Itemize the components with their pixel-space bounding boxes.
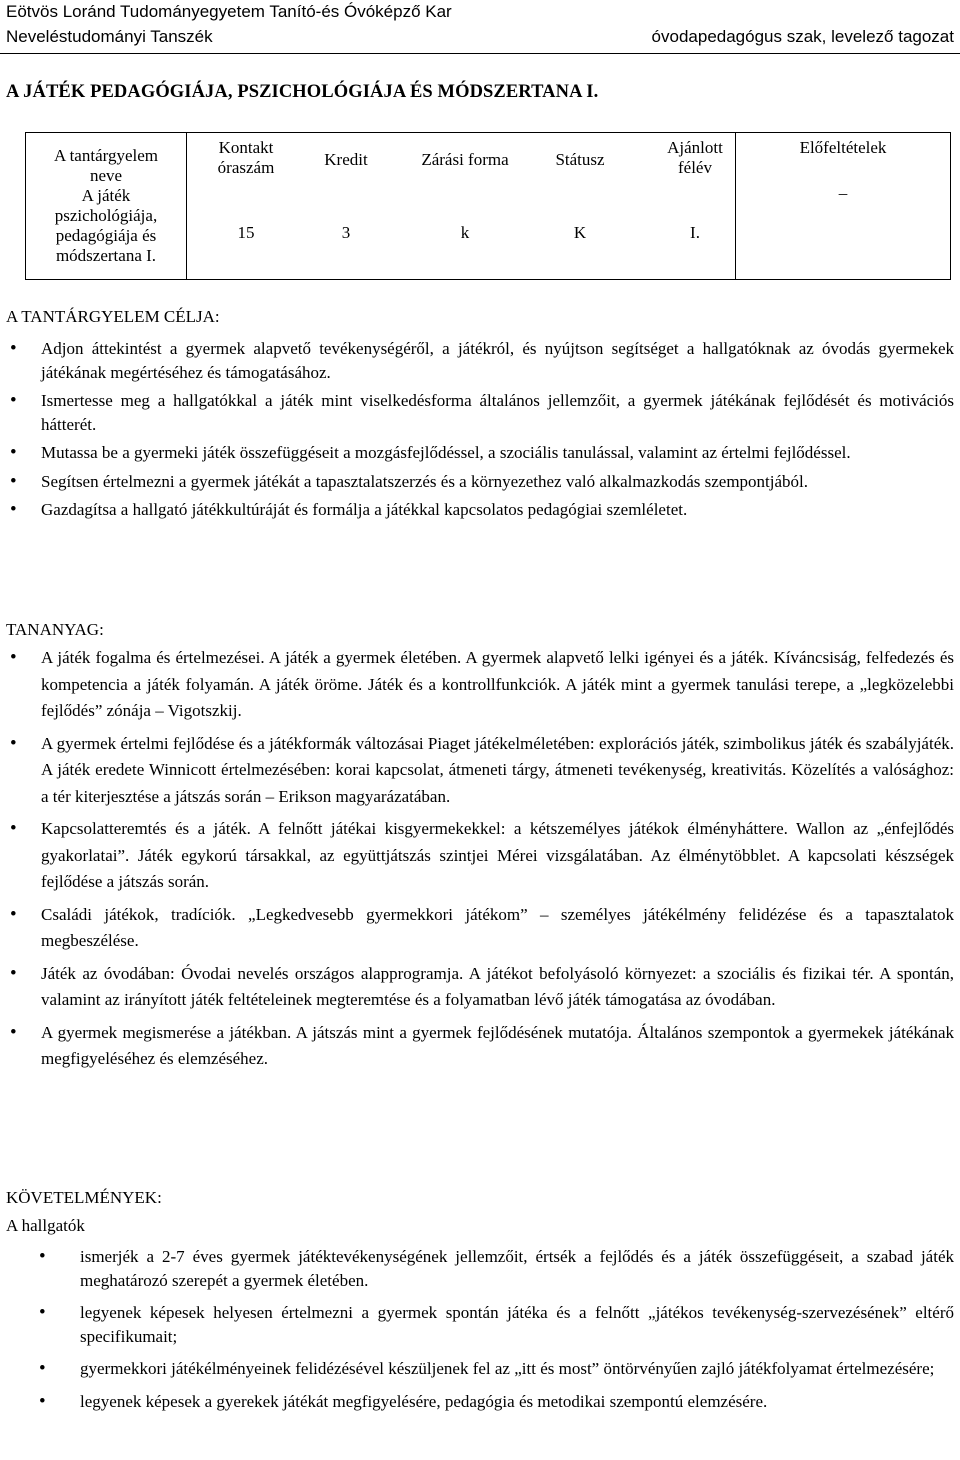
semester-header: Ajánlott félév bbox=[667, 138, 723, 177]
requirement-item: • gyermekkori játékélményeinek felidézésével készüljenek fel az „itt és most” öntörvényűen zajló játékfolyamat értelmezésére; bbox=[80, 1357, 954, 1381]
requirements-intro: A hallgatók bbox=[6, 1216, 85, 1235]
header-line-2 bbox=[6, 27, 954, 47]
aim-item: • Adjon áttekintést a gyermek alapvető tevékenységéről, a játékról, és nyújtson segítséget a hallgatóknak az óvodás gyermekek játékának megértéséhez és támogatásához. bbox=[41, 337, 954, 384]
header-department: Neveléstudományi Tanszék bbox=[6, 27, 213, 46]
syllabus-item: • A gyermek értelmi fejlődése és a játékformák változásai Piaget játékelméletében: explorációs játék, szimbolikus játék és szabályjáték. A játék eredete Winnicott értelmezésében: korai kapcsolat, átmeneti tárgy, átmeneti tevékenység, kreativitás. Közelítés a valósághoz: a tér kiterjesztése a játszás során – Erikson magyarázatában. bbox=[41, 731, 954, 811]
header-rule bbox=[0, 53, 960, 54]
aim-item: • Gazdagítsa a hallgató játékkultúráját és formálja a játékkal kapcsolatos pedagógiai szemléletet. bbox=[41, 498, 954, 522]
aim-item: • Mutassa be a gyermeki játék összefüggéseit a mozgásfejlődéssel, a szociális tanulással, valamint az értelmi fejlődéssel. bbox=[41, 441, 954, 465]
course-attributes-cell bbox=[187, 133, 736, 280]
course-table bbox=[25, 132, 951, 280]
requirement-item: • legyenek képesek helyesen értelmezni a gyermek spontán játéka és a felnőtt „játékos tevékenység-szervezésének” eltérő specifikumait; bbox=[80, 1301, 954, 1348]
semester-value: I. bbox=[690, 223, 700, 242]
requirement-item: • ismerjék a 2-7 éves gyermek játéktevékenységének jellemzőit, értsék a fejlődés és a játék összefüggéseit, a szabad játék meghatározó szerepét a gyermek életében. bbox=[80, 1245, 954, 1292]
syllabus-item: • A gyermek megismerése a játékban. A játszás mint a gyermek fejlődésének mutatója. Általános szempontok a gyermekek játékának megfigyeléséhez és elemzéséhez. bbox=[41, 1020, 954, 1073]
status-value: K bbox=[573, 223, 587, 242]
aims-list bbox=[41, 337, 954, 527]
aims-heading: A TANTÁRGYELEM CÉLJA: bbox=[6, 307, 220, 326]
requirements-list bbox=[80, 1245, 954, 1422]
exam-form-header: Zárási forma bbox=[421, 150, 509, 169]
syllabus-item: • Kapcsolatteremtés és a játék. A felnőtt játékai kisgyermekekkel: a kétszemélyes játékok élményháttere. Wallon az „énfejlődés gyakorlatai”. Játék egykorú társakkal, az együttjátszás szintjei Mérei vizsgálatában. Az élménytöbblet. A kapcsolati készségek fejlődése a játszás során. bbox=[41, 816, 954, 896]
course-name-cell bbox=[26, 133, 187, 280]
credit-value: 3 bbox=[341, 223, 351, 242]
page-title: A JÁTÉK PEDAGÓGIÁJA, PSZICHOLÓGIÁJA ÉS MÓDSZERTANA I. bbox=[6, 82, 599, 102]
header-university: Eötvös Loránd Tudományegyetem Tanító-és Óvóképző Kar bbox=[6, 2, 452, 21]
credit-header: Kredit bbox=[324, 150, 368, 169]
aim-item: • Ismertesse meg a hallgatókkal a játék mint viselkedésforma általános jellemzőit, a gyermek játékának fejlődését és motivációs hátterét. bbox=[41, 389, 954, 436]
aim-item: • Segítsen értelmezni a gyermek játékát a tapasztalatszerzés és a környezethez való alkalmazkodás szempontjából. bbox=[41, 470, 954, 494]
prerequisites-cell bbox=[736, 133, 951, 280]
course-name-value: A játék pszichológiája, pedagógiája és módszertana I. bbox=[54, 186, 158, 265]
requirement-item: • legyenek képesek a gyerekek játékát megfigyelésére, pedagógia és metodikai szempontú elemzésére. bbox=[80, 1390, 954, 1414]
syllabus-list bbox=[41, 645, 954, 1079]
syllabus-heading: TANANYAG: bbox=[6, 620, 104, 639]
prerequisites-header: Előfeltételek bbox=[799, 138, 887, 157]
syllabus-item: • Játék az óvodában: Óvodai nevelés országos alapprogramja. A játékot befolyásoló környezet: a szociális és fizikai tér. A spontán, valamint az irányított játék feltételeinek megteremtése és a folyamatban lévő játék támogatása az óvodában. bbox=[41, 961, 954, 1014]
status-header: Státusz bbox=[555, 150, 605, 169]
exam-form-value: k bbox=[460, 223, 470, 242]
requirements-heading: KÖVETELMÉNYEK: bbox=[6, 1188, 162, 1207]
prerequisites-value: _ bbox=[838, 178, 848, 197]
contact-hours-header: Kontakt óraszám bbox=[217, 138, 275, 177]
header-program: óvodapedagógus szak, levelező tagozat bbox=[651, 27, 954, 46]
syllabus-item: • A játék fogalma és értelmezései. A játék a gyermek életében. A gyermek alapvető lelki igényei és a játék. Kíváncsiság, felfedezés és kompetencia a játék folyamán. A játék öröme. Játék és a kontrollfunkciók. A játék mint a gyermek tanulási terepe, a „legközelebbi fejlődés” zónája – Vigotszkij. bbox=[41, 645, 954, 725]
syllabus-item: • Családi játékok, tradíciók. „Legkedvesebb gyermekkori játékom” – személyes játékélmény felidézése és a tapasztalatok megbeszélése. bbox=[41, 902, 954, 955]
course-name-header: A tantárgyelem neve bbox=[53, 146, 159, 185]
contact-hours-value: 15 bbox=[237, 223, 255, 242]
